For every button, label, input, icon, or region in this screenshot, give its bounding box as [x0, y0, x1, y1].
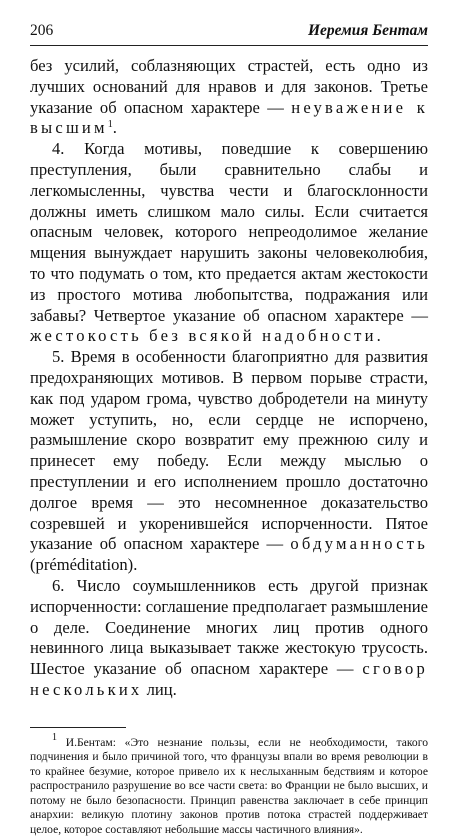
paragraph-text: 5. Время в особенности благоприятно для развития предохраняющих мотивов. В первом порыве страсти, как под ударом грома, чувство добродетели на минуту может уступить, но, если сердце не испорчено, размышление скоро возвратит ему прежнюю силу и принесет ему победу. Если между мыслью о преступлении и его исполнением прошло достаточно долгое время — это несомненное доказательство созревшей и укоренившейся испорченности. Пятое указание об опасном характере —	[30, 347, 428, 554]
footnote-reference: 1	[107, 119, 113, 131]
footnote-marker: 1	[52, 731, 57, 743]
footnote	[30, 731, 428, 837]
paragraph-text: 6. Число соумышленников есть другой признак испорченности: соглашение предполагает размышление о деле. Соединение многих лиц против одного невинного лица выказывает также жестокую трусость. Шестое указание об опасном характере —	[30, 575, 428, 679]
header-rule	[30, 45, 428, 46]
spaced-emphasis: жестокость без всякой надобности	[30, 326, 377, 346]
paragraph-text: (préméditation).	[30, 555, 138, 575]
paragraph-text: .	[112, 118, 117, 138]
paragraph-6	[30, 576, 428, 701]
spaced-emphasis: неуважение к высшим	[30, 97, 428, 138]
page-header	[30, 22, 428, 40]
footnote-text: И.Бентам: «Это незнание пользы, если не необходимости, такого подчинения и было причиной того, что французы впали во время революции в то крайнее безумие, которое привело их к неслыханным бедствиям и которое распространило разрушение во все части света: во Франции не было высших, и потому не было безопасности. Принцип равенства заключает в себе принцип анархии: великую плотину законов против потока страстей поддерживает целое, которое составляют небольшие массы частичного влияния».	[30, 735, 428, 836]
footnote-rule	[30, 727, 126, 728]
spaced-emphasis: сговор нескольких	[30, 659, 428, 699]
paragraph-4	[30, 139, 428, 347]
paragraph-5	[30, 347, 428, 576]
body-text	[30, 56, 428, 701]
page-number: 206	[30, 22, 54, 39]
paragraph-text: лиц.	[142, 679, 177, 699]
paragraph-continued	[30, 56, 428, 139]
paragraph-text: 4. Когда мотивы, поведшие к совершению преступления, были сравнительно слабы и легкомысленны, чувства чести и благосклонности должны иметь слишком мало силы. Если считается опасным человек, которого непреодолимое желание мщения вынуждает нарушить законы человеколюбия, то что подумать о том, кто предается актам жестокости из простого мотива любопытства, подражания или забавы? Четвертое указание об опасном характере —	[30, 139, 428, 325]
spaced-emphasis: обдуманность	[290, 534, 428, 554]
running-title: Иеремия Бентам	[307, 22, 428, 39]
paragraph-text: без усилий, соблазняющих страстей, есть одно из лучших оснований для нравов и для законов. Третье указание об опасном характере —	[30, 56, 428, 117]
paragraph-text: .	[376, 326, 381, 346]
